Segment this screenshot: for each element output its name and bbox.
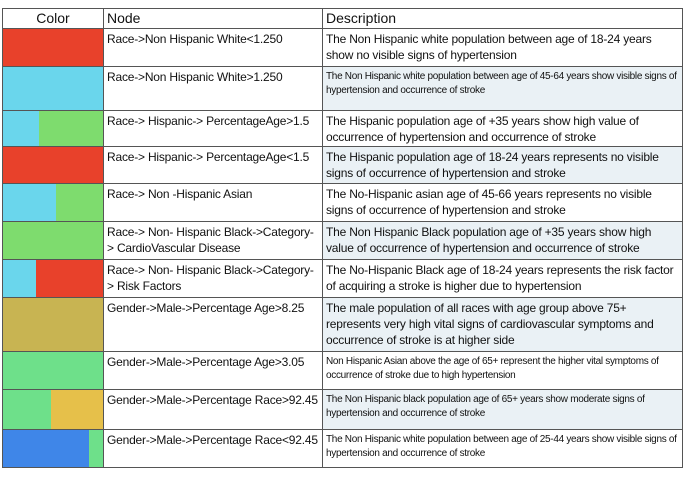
description-cell: The Hispanic population age of 18-24 years represents no visible signs of occurrence of hypertension and stroke: [323, 147, 683, 184]
swatch-segment: [3, 147, 103, 183]
table-row: [3, 352, 683, 390]
table-row: [3, 430, 683, 468]
description-cell: The Non Hispanic Black population age of +35 years show high value of occurrence of hypertension and occurrence of stroke: [323, 222, 683, 260]
color-swatch: [3, 222, 104, 260]
color-swatch: [3, 430, 104, 468]
swatch-segment: [3, 352, 103, 389]
color-swatch: [3, 352, 104, 390]
description-cell: The Non Hispanic white population between age of 45-64 years show visible signs of hypertension and occurrence of stroke: [323, 67, 683, 111]
table-row: [3, 298, 683, 352]
swatch-segment: [3, 298, 103, 351]
description-cell: The Hispanic population age of +35 years show high value of occurrence of hypertension and occurrence of stroke: [323, 111, 683, 147]
node-cell: Race-> Hispanic-> PercentageAge<1.5: [104, 147, 323, 184]
description-cell: The No-Hispanic asian age of 45-66 years represents no visible signs of occurrence of hypertension and stroke: [323, 184, 683, 222]
color-swatch: [3, 111, 104, 147]
node-cell: Race->Non Hispanic White>1.250: [104, 67, 323, 111]
description-cell: The No-Hispanic Black age of 18-24 years represents the risk factor of acquiring a stroke is higher due to hypertension: [323, 260, 683, 298]
swatch-segment: [51, 390, 103, 429]
swatch-segment: [3, 430, 89, 467]
color-swatch: [3, 67, 104, 111]
data-table: [2, 8, 683, 468]
node-cell: Gender->Male->Percentage Race<92.45: [104, 430, 323, 468]
color-swatch: [3, 147, 104, 184]
description-cell: The Non Hispanic white population between age of 18-24 years show no visible signs of hypertension: [323, 29, 683, 67]
swatch-segment: [56, 184, 103, 221]
node-cell: Race-> Hispanic-> PercentageAge>1.5: [104, 111, 323, 147]
header-node: Node: [104, 9, 323, 29]
table-row: [3, 184, 683, 222]
swatch-segment: [3, 184, 56, 221]
color-swatch: [3, 29, 104, 67]
header-row: [3, 9, 683, 29]
description-cell: The male population of all races with age group above 75+ represents very high vital signs of cardiovascular symptoms and occurrence of stroke is at higher side: [323, 298, 683, 352]
swatch-segment: [3, 390, 51, 429]
swatch-segment: [39, 111, 103, 146]
description-cell: The Non Hispanic black population age of 65+ years show moderate signs of hypertension and occurrence of stroke: [323, 390, 683, 430]
swatch-segment: [3, 67, 103, 110]
table-row: [3, 29, 683, 67]
node-cell: Race->Non Hispanic White<1.250: [104, 29, 323, 67]
swatch-segment: [89, 430, 103, 467]
node-cell: Gender->Male->Percentage Age>8.25: [104, 298, 323, 352]
swatch-segment: [36, 260, 103, 297]
color-swatch: [3, 390, 104, 430]
node-cell: Gender->Male->Percentage Age>3.05: [104, 352, 323, 390]
table-row: [3, 260, 683, 298]
node-cell: Race-> Non- Hispanic Black->Category-> Risk Factors: [104, 260, 323, 298]
table-row: [3, 222, 683, 260]
node-cell: Race-> Non- Hispanic Black->Category-> CardioVascular Disease: [104, 222, 323, 260]
node-cell: Gender->Male->Percentage Race>92.45: [104, 390, 323, 430]
table-row: [3, 147, 683, 184]
color-swatch: [3, 184, 104, 222]
swatch-segment: [3, 260, 36, 297]
table-row: [3, 67, 683, 111]
description-cell: Non Hispanic Asian above the age of 65+ represent the higher vital symptoms of occurrence of stroke due to high hypertension: [323, 352, 683, 390]
description-cell: The Non Hispanic white population between age of 25-44 years show visible signs of hypertension and occurrence of stroke: [323, 430, 683, 468]
table-row: [3, 111, 683, 147]
swatch-segment: [3, 29, 103, 66]
swatch-segment: [3, 222, 103, 259]
node-cell: Race-> Non -Hispanic Asian: [104, 184, 323, 222]
swatch-segment: [3, 111, 39, 146]
color-swatch: [3, 260, 104, 298]
color-swatch: [3, 298, 104, 352]
header-color: Color: [3, 9, 104, 29]
table-row: [3, 390, 683, 430]
header-description: Description: [323, 9, 683, 29]
